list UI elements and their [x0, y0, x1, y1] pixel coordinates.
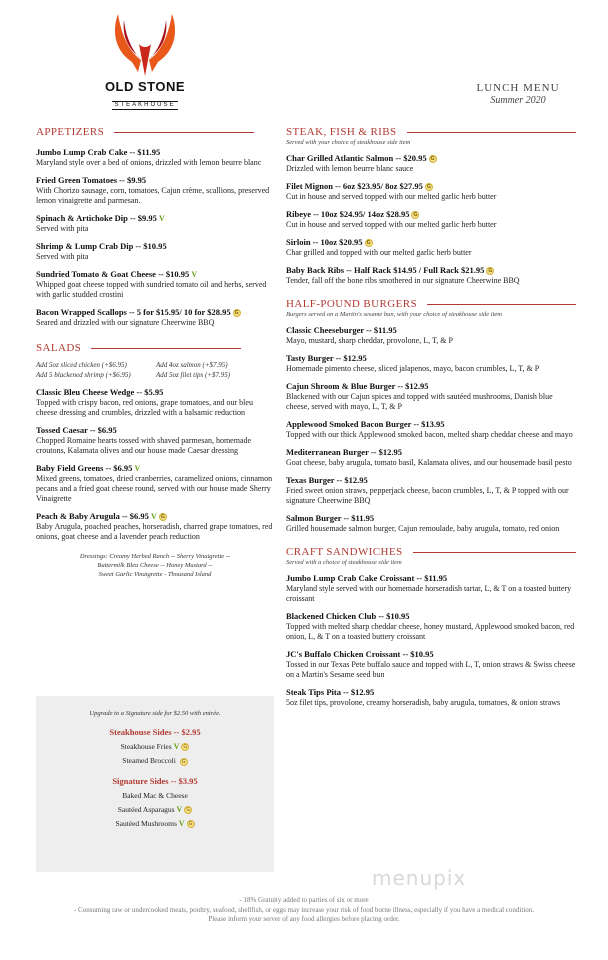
sandwiches-heading: [286, 546, 576, 558]
item-name: Tossed Caesar -- $6.95: [36, 425, 117, 435]
gluten-badge-icon: G: [187, 820, 195, 828]
footer: [30, 896, 578, 925]
item-desc: Tender, fall off the bone ribs smothered in our signature Cheerwine BBQ: [286, 276, 520, 285]
logo: [100, 10, 190, 111]
item-desc: Served with pita: [36, 252, 89, 261]
item-desc: Topped with our thick Applewood smoked bacon, melted sharp cheddar cheese and mayo: [286, 430, 573, 439]
menu-item: [286, 687, 576, 708]
gluten-badge-icon: G: [413, 212, 418, 219]
gluten-free-icon: V: [176, 804, 183, 814]
menu-item: [36, 511, 274, 542]
menu-title-block: [462, 82, 574, 106]
section-rule: [91, 348, 241, 349]
item-name: Shrimp & Lump Crab Dip -- $10.95: [36, 241, 167, 251]
dressings: [36, 552, 274, 579]
item-name: Ribeye -- 10oz $24.95/ 14oz $28.95: [286, 209, 410, 219]
salads-heading: [36, 342, 274, 354]
menu-item: [286, 153, 576, 174]
section-subtitle: Served with a choice of steakhouse side item: [286, 559, 402, 566]
addon-text: Add 5oz sliced chicken (+$6.95): [36, 361, 127, 369]
item-desc: With Chorizo sausage, corn, tomatoes, Cajun crème, scallions, preserved lemon vinaigrette and parmesan.: [36, 186, 270, 205]
menu-item: [286, 209, 576, 230]
menu-item: [286, 475, 576, 506]
menu-item: [286, 447, 576, 468]
watermark: menupix: [372, 866, 467, 890]
item-name: Sundried Tomato & Goat Cheese -- $10.95: [36, 269, 190, 279]
item-name: Applewood Smoked Bacon Burger -- $13.95: [286, 419, 445, 429]
item-name: JC's Buffalo Chicken Croissant -- $10.95: [286, 649, 434, 659]
item-desc: Mayo, mustard, sharp cheddar, provolone, L, T, & P: [286, 336, 453, 345]
item-name: Mediterranean Burger -- $12.95: [286, 447, 402, 457]
item-name: Texas Burger -- $12.95: [286, 475, 368, 485]
menu-item: [286, 419, 576, 440]
section-title: SALADS: [36, 342, 82, 354]
dressings-line: Dressings: Creamy Herbed Ranch -- Sherry Vinaigrette --: [79, 553, 231, 560]
menu-item: [286, 573, 576, 604]
gluten-free-icon: V: [173, 742, 180, 751]
section-subtitle: Served with your choice of steakhouse side item: [286, 139, 411, 146]
item-name: Cajun Shroom & Blue Burger -- $12.95: [286, 381, 429, 391]
item-desc: Topped with crispy bacon, red onions, grape tomatoes, and our bleu cheese dressing and crumbles, drizzled with a balsamic reduction: [36, 398, 253, 417]
menu-item: [36, 387, 274, 418]
item-desc: 5oz filet tips, provolone, creamy horseradish, baby arugula, tomatoes, & onion straws: [286, 698, 561, 707]
menu-item: [36, 307, 274, 328]
brand-subtitle: STEAKHOUSE: [114, 102, 176, 108]
item-name: Salmon Burger -- $11.95: [286, 513, 375, 523]
item-desc: Blackened with our Cajun spices and topped with sautéed mushrooms, Danish blue cheese, served with mayo, L, T, & P: [286, 392, 553, 411]
item-name: Spinach & Artichoke Dip -- $9.95: [36, 213, 157, 223]
section-rule: [114, 132, 254, 133]
item-name: Classic Bleu Cheese Wedge -- $5.95: [36, 387, 164, 397]
footer-line: - 18% Gratuity added to parties of six or more: [239, 896, 369, 904]
menu-item: [36, 241, 274, 262]
item-name: Blackened Chicken Club -- $10.95: [286, 611, 410, 621]
gluten-badge-icon: G: [426, 184, 431, 191]
side-item: Steakhouse Fries: [120, 742, 172, 751]
gluten-free-icon: V: [191, 270, 198, 279]
item-desc: Maryland style served with our homemade horseradish tartar, L, & T on a toasted buttery croissant: [286, 584, 572, 603]
gluten-free-icon: V: [159, 214, 165, 223]
item-name: Baby Back Ribs -- Half Rack $14.95 / Full Rack $21.95: [286, 265, 485, 275]
menu-item: [36, 463, 274, 504]
steakhouse-sides-title: Steakhouse Sides -- $2.95: [109, 727, 201, 737]
item-name: Sirloin -- 10oz $20.95: [286, 237, 363, 247]
menu-item: [36, 147, 274, 168]
item-desc: Chopped Romaine hearts tossed with shaved parmesan, homemade croutons, Kalamata olives and our house made Caesar dressing: [36, 436, 252, 455]
menu-item: [36, 175, 274, 206]
menu-item: [286, 353, 576, 374]
item-desc: Mixed greens, tomatoes, dried cranberries, caramelized onions, cinnamon pecans and a fried goat cheese round, served with our house made Sherry Vinaigrette: [36, 474, 273, 503]
item-desc: Cut in house and served topped with our melted garlic herb butter: [286, 220, 497, 229]
bull-horns-logo-icon: [110, 10, 180, 78]
steak-heading: [286, 126, 576, 138]
item-desc: Baby Arugula, poached peaches, horseradish, charred grape tomatoes, red onions, goat cheese and a lavender peach reduction: [36, 522, 273, 541]
section-title: CRAFT SANDWICHES: [286, 546, 403, 558]
item-name: Bacon Wrapped Scallops -- 5 for $15.95/ 10 for $28.95: [36, 307, 231, 317]
section-subtitle: Burgers served on a Martin's sesame bun, with your choice of steakhouse side item: [286, 311, 502, 318]
addon-text: Add 4oz salmon (+$7.95): [156, 361, 228, 369]
appetizers-heading: [36, 126, 274, 138]
item-name: Classic Cheeseburger -- $11.95: [286, 325, 397, 335]
side-item: Steamed Broccoli: [122, 756, 176, 766]
menu-item: [286, 265, 576, 286]
item-desc: Fried sweet onion straws, pepperjack cheese, bacon crumbles, L, T, & P topped with our signature Cheerwine BBQ: [286, 486, 569, 505]
menu-item: [286, 181, 576, 202]
menu-item: [36, 425, 274, 456]
sides-box: [36, 696, 274, 872]
menu-item: [286, 381, 576, 412]
item-name: Char Grilled Atlantic Salmon -- $20.95: [286, 153, 427, 163]
item-desc: Served with pita: [36, 224, 89, 233]
gluten-badge-icon: G: [234, 310, 239, 317]
footer-line: - Consuming raw or undercooked meats, poultry, seafood, shellfish, or eggs may increase your risk of food borne illness, especially if you have a medical condition.: [73, 905, 535, 914]
item-name: Steak Tips Pita -- $12.95: [286, 687, 375, 697]
salad-addons: [36, 360, 274, 380]
gluten-badge-icon: G: [160, 514, 165, 521]
dressings-line: Sweet Garlic Vinaigrette - Thousand Island: [98, 571, 212, 578]
item-name: Fried Green Tomatoes -- $9.95: [36, 175, 147, 185]
section-title: HALF-POUND BURGERS: [286, 298, 417, 310]
addon-text: Add 5 blackened shrimp (+$6.95): [36, 371, 131, 379]
left-column: [36, 124, 274, 579]
menu-item: [286, 611, 576, 642]
right-column: [286, 124, 576, 708]
header: [0, 0, 608, 120]
item-desc: Grilled housemade salmon burger, Cajun remoulade, baby arugula, tomato, red onion: [286, 524, 560, 533]
gluten-badge-icon: G: [180, 758, 188, 766]
menu-item: [36, 269, 274, 300]
addon-text: Add 5oz filet tips (+$7.95): [156, 371, 231, 379]
gluten-badge-icon: G: [181, 743, 189, 751]
menu-item: [36, 213, 274, 234]
gluten-free-icon: V: [134, 464, 141, 473]
menu-item: [286, 325, 576, 346]
dressings-line: Buttermilk Bleu Cheese -- Honey Mustard --: [97, 562, 213, 569]
item-name: Peach & Baby Arugula -- $6.95: [36, 511, 149, 521]
menu-item: [286, 513, 576, 534]
item-name: Filet Mignon -- 6oz $23.95/ 8oz $27.95: [286, 181, 423, 191]
upgrade-note: Upgrade to a Signature side for $2.50 with entrée.: [89, 710, 221, 717]
brand-name: OLD STONE: [104, 79, 186, 94]
footer-line: Please inform your server of any food allergies before placing order.: [208, 915, 400, 923]
item-desc: Seared and drizzled with our signature Cheerwine BBQ: [36, 318, 215, 327]
side-item: Sautéed Asparagus: [117, 804, 175, 814]
item-desc: Topped with melted sharp cheddar cheese, honey mustard, Applewood smoked bacon, red onion, L, & T on a toasted buttery croissant: [286, 622, 575, 641]
side-item: Sautéed Mushrooms: [115, 818, 177, 828]
gluten-free-icon: V: [151, 512, 157, 521]
item-desc: Maryland style over a bed of onions, drizzled with lemon beurre blanc: [36, 158, 262, 167]
gluten-free-icon: V: [178, 818, 185, 828]
item-desc: Cut in house and served topped with our melted garlic herb butter: [286, 192, 497, 201]
item-name: Jumbo Lump Crab Cake Croissant -- $11.95: [286, 573, 448, 583]
burgers-heading: [286, 298, 576, 310]
item-desc: Goat cheese, baby arugula, tomato basil, Kalamata olives, and our housemade basil pesto: [286, 458, 572, 467]
item-desc: Whipped goat cheese topped with sundried tomato oil and herbs, served with garlic studded crostini: [36, 280, 267, 299]
section-rule: [413, 552, 576, 553]
item-name: Tasty Burger -- $12.95: [286, 353, 367, 363]
gluten-badge-icon: G: [430, 156, 435, 163]
gluten-badge-icon: G: [184, 806, 192, 814]
signature-sides-title: Signature Sides -- $3.95: [112, 775, 198, 786]
section-title: APPETIZERS: [36, 126, 105, 138]
item-name: Jumbo Lump Crab Cake -- $11.95: [36, 147, 161, 157]
item-desc: Homemade pimento cheese, sliced jalapenos, mayo, bacon crumbles, L, T, & P: [286, 364, 540, 373]
gluten-badge-icon: G: [366, 240, 371, 247]
menu-item: [286, 649, 576, 680]
gluten-badge-icon: G: [488, 268, 493, 275]
item-name: Baby Field Greens -- $6.95: [36, 463, 133, 473]
side-item: Baked Mac & Cheese: [122, 790, 188, 800]
section-rule: [427, 304, 576, 305]
item-desc: Drizzled with lemon beurre blanc sauce: [286, 164, 414, 173]
menu-season: Summer 2020: [490, 95, 546, 106]
section-title: STEAK, FISH & RIBS: [286, 126, 397, 138]
section-rule: [407, 132, 577, 133]
menu-title: LUNCH MENU: [476, 82, 560, 94]
menu-item: [286, 237, 576, 258]
item-desc: Char grilled and topped with our melted garlic herb butter: [286, 248, 472, 257]
item-desc: Tossed in our Texas Pete buffalo sauce and topped with L, T, onion straws & Swiss cheese on a Martin's Sesame seed bun: [286, 660, 576, 679]
